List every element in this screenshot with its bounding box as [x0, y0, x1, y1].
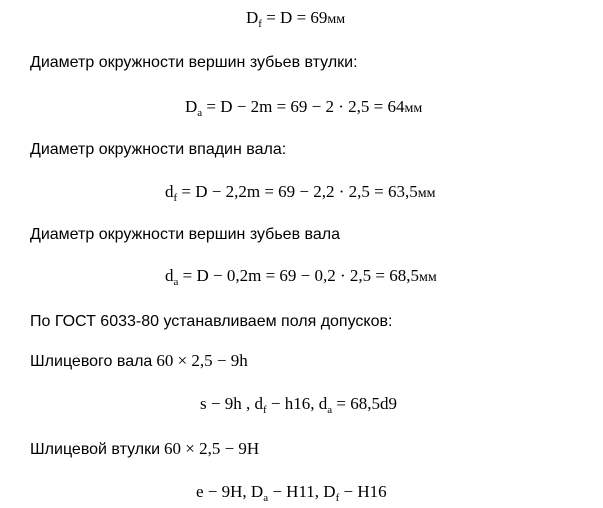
text-spline-shaft: Шлицевого вала 60 × 2,5 − 9h [30, 351, 248, 370]
text-shaft-tip-diameter: Диаметр окружности вершин зубьев вала [30, 226, 340, 243]
formula-da-bushing: $D_a = D - 2m = 69 - 2 \cdot 2,5 = 64мм$ [185, 97, 423, 119]
text-bushing-tip-diameter: Диаметр окружности вершин зубьев втулки: [30, 54, 358, 71]
bushing-designation: 60 × 2,5 − 9H [164, 439, 260, 458]
formula-df-bushing: $D_f = D = 69мм$ [246, 8, 346, 30]
shaft-designation: 60 × 2,5 − 9h [156, 351, 248, 370]
formula-bushing-tolerances: e − 9H, $D_a - H11$, $D_f - H16$ [196, 482, 387, 504]
formula-da-shaft: $d_a = D - 0,2m = 69 - 0,2 \cdot 2,5 = 68,5мм$ [165, 266, 437, 288]
text-shaft-root-diameter: Диаметр окружности впадин вала: [30, 141, 287, 158]
text-gost-tolerances: По ГОСТ 6033-80 устанавливаем поля допусков: [30, 313, 393, 330]
text-spline-bushing: Шлицевой втулки 60 × 2,5 − 9H [30, 439, 260, 458]
formula-df-shaft: $d_f = D - 2,2m = 69 - 2,2 \cdot 2,5 = 63,5мм$ [165, 182, 436, 204]
formula-shaft-tolerances: s − 9h , $d_f - h16$, $d_a = 68,5d9$ [200, 394, 397, 416]
